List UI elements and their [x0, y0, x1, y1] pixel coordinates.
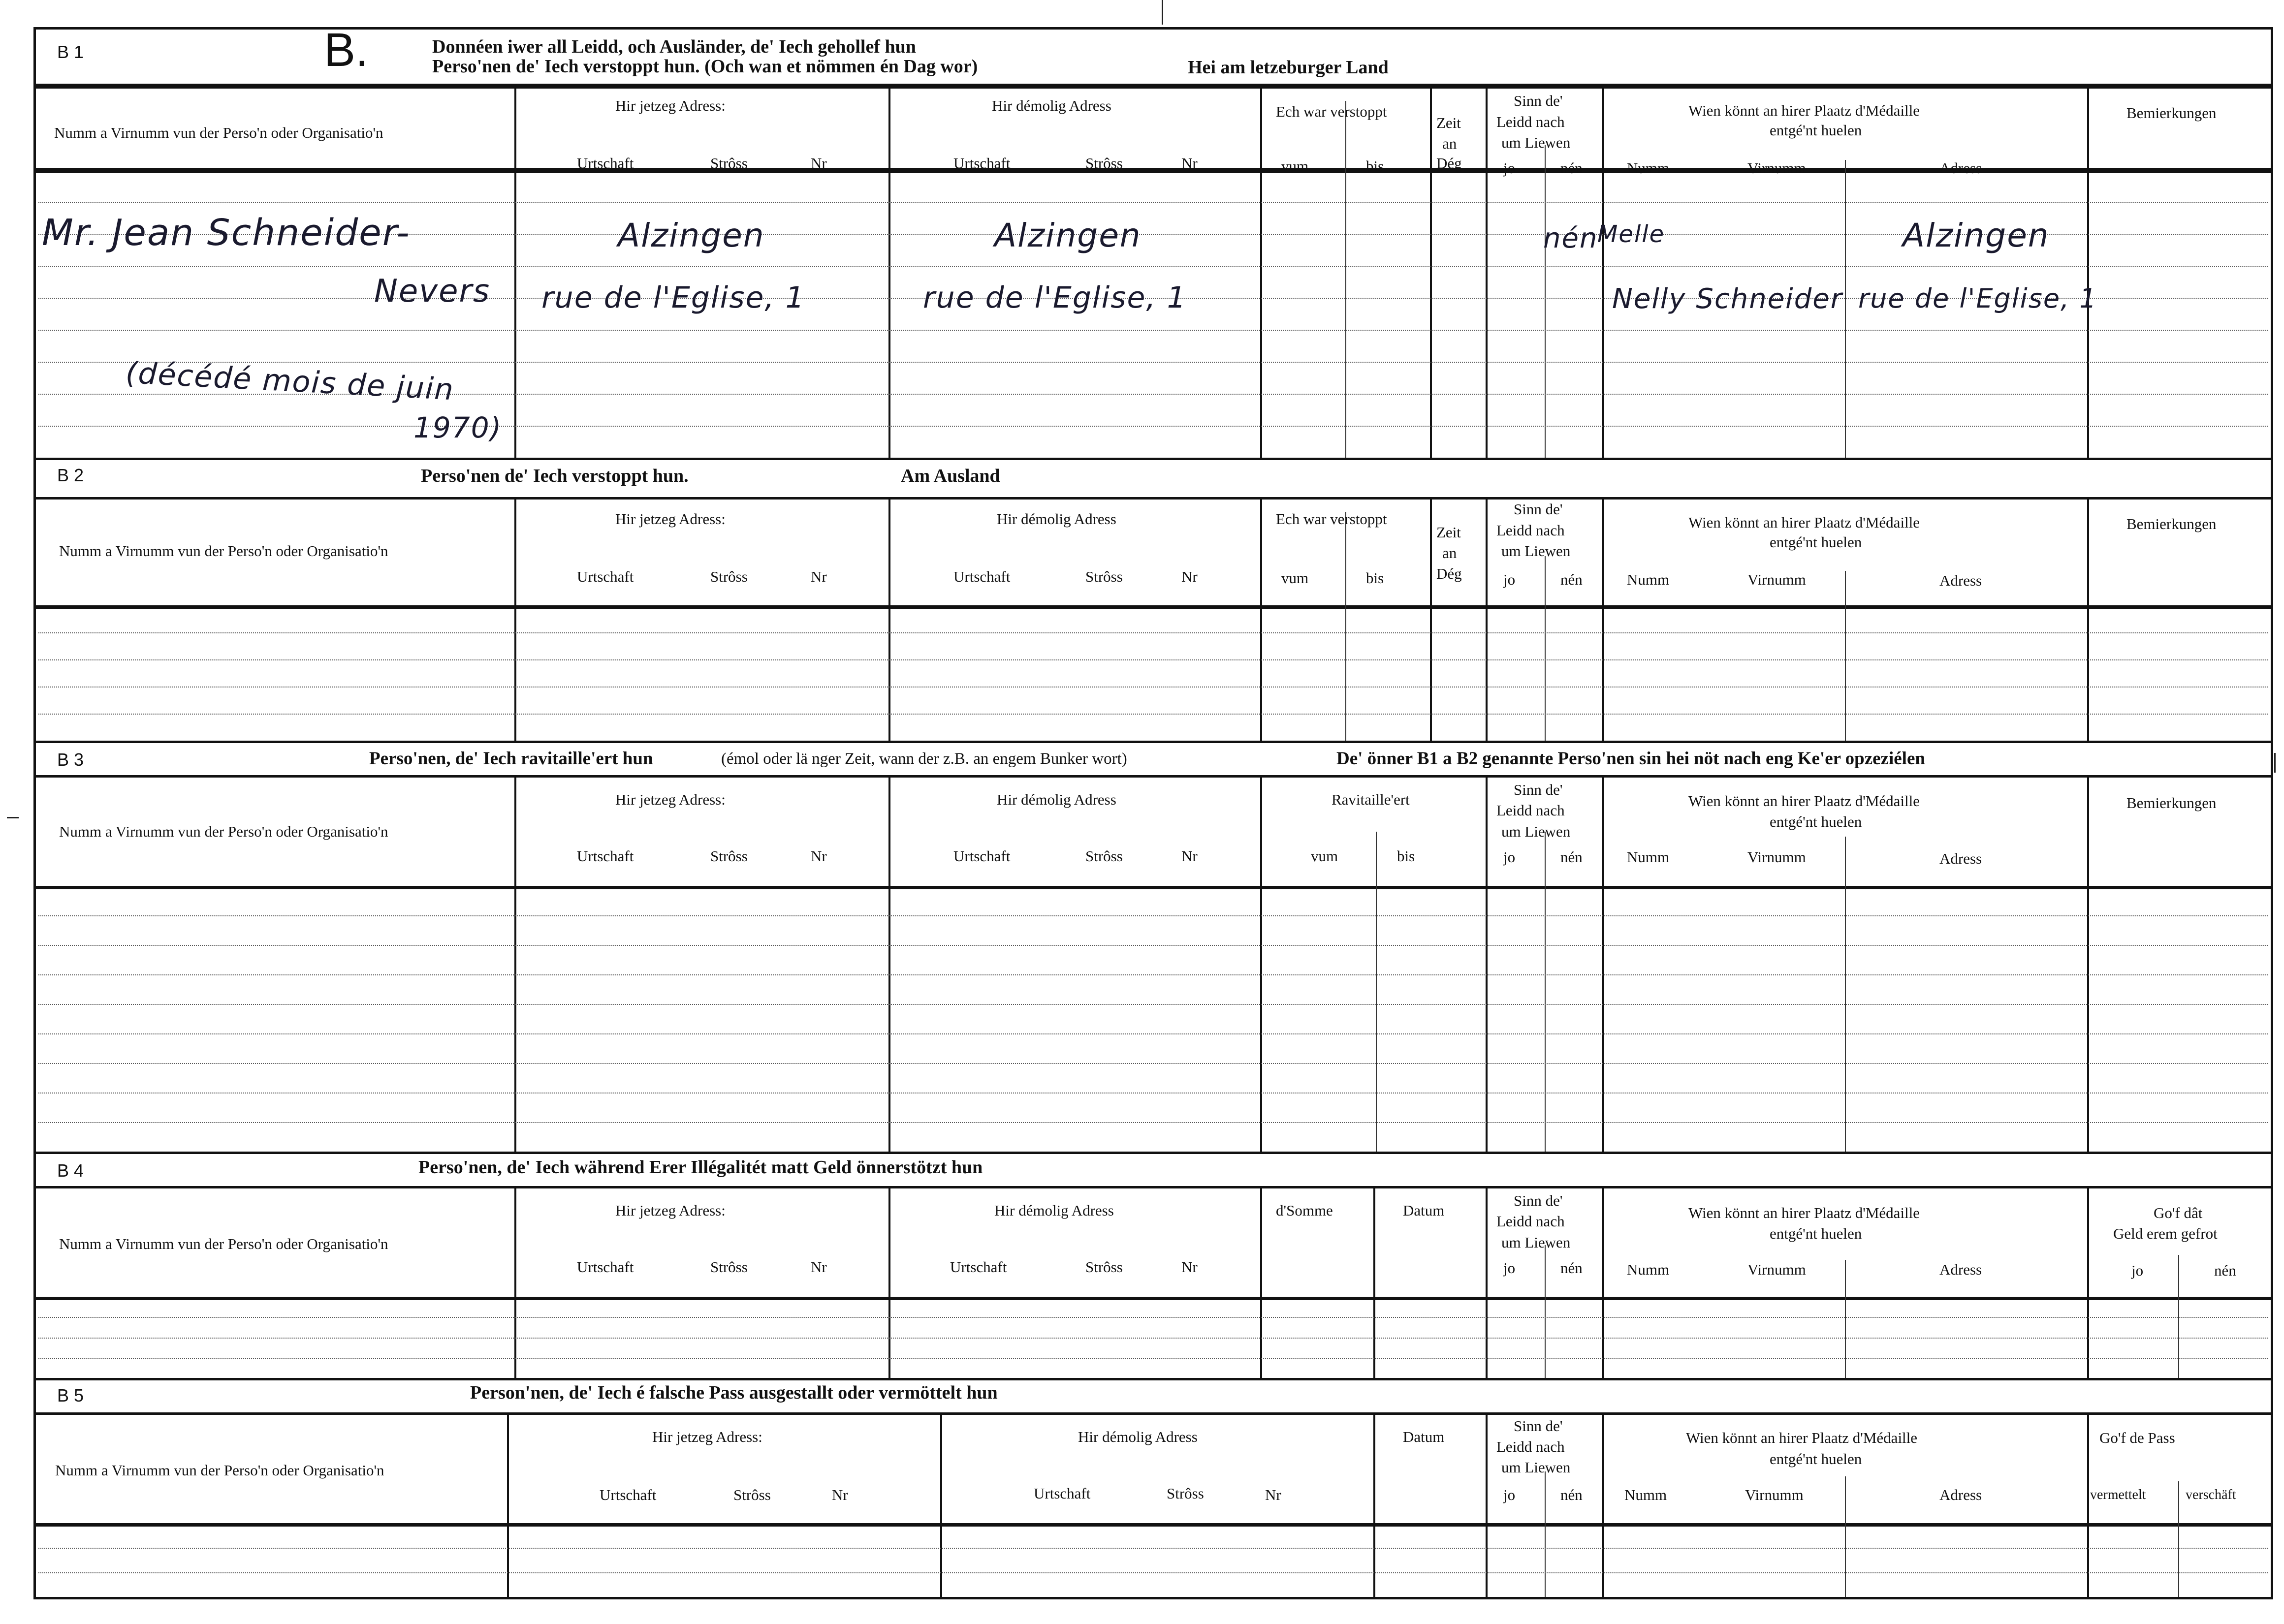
b4-vline-0: [514, 1186, 516, 1378]
b1-col-alive1: Sinn de': [1514, 92, 1563, 109]
b1-col-time2: an: [1442, 135, 1457, 152]
b4-col-current-town: Urtschaft: [577, 1258, 634, 1276]
grid-hline-2: [33, 458, 2273, 460]
b3-vline-0: [514, 775, 516, 1152]
b1-col-current-street: Strôss: [710, 155, 748, 172]
b5-col-current-street: Strôss: [733, 1486, 771, 1503]
b1-col-to: bis: [1366, 157, 1384, 175]
b5-vline-5: [2087, 1412, 2089, 1597]
section-b2-code: B 2: [57, 465, 84, 485]
b1-vline-2: [1260, 86, 1262, 458]
b4-row-line-1: [38, 1317, 2268, 1318]
b4-col-former-nr: Nr: [1181, 1258, 1198, 1276]
entry-name-line3: (décédé mois de juin: [125, 355, 455, 407]
b2-row-line-1: [38, 632, 2268, 633]
b4-col-adress: Adress: [1939, 1261, 1982, 1278]
b4-col-numm: Numm: [1627, 1261, 1670, 1278]
b1-vline-0: [514, 86, 516, 458]
b3-col-current-street: Strôss: [710, 847, 748, 865]
section-b3-title-rest: (émol oder lä nger Zeit, wann der z.B. an engem Bunker wort): [721, 750, 1127, 768]
b1-vsub-1: [1545, 145, 1546, 458]
grid-hline-0: [33, 86, 2273, 89]
b2-col-remarks: Bemierkungen: [2126, 515, 2217, 532]
b2-col-alive1: Sinn de': [1514, 500, 1563, 518]
b2-col-current-street: Strôss: [710, 568, 748, 585]
b4-vline-1: [888, 1186, 890, 1378]
entry-alive-no: nén: [1543, 222, 1598, 254]
b1-vsub-2: [1845, 160, 1846, 458]
grid-hline-5: [33, 741, 2273, 743]
b5-vline-0: [507, 1412, 509, 1597]
b4-col-money2: Geld erem gefrot: [2113, 1225, 2218, 1242]
b4-vline-2: [1260, 1186, 1262, 1378]
b4-col-current-street: Strôss: [710, 1258, 748, 1276]
grid-hline-6: [33, 775, 2273, 778]
grid-hline-10: [33, 1297, 2273, 1300]
b2-col-to: bis: [1366, 569, 1384, 587]
b1-vsub-0: [1345, 101, 1346, 458]
b3-vsub-1: [1545, 832, 1546, 1152]
b2-vline-3: [1430, 497, 1432, 741]
b3-col-adress: Adress: [1939, 850, 1982, 867]
b3-vline-3: [1486, 775, 1488, 1152]
b4-col-virnumm: Virnumm: [1747, 1261, 1806, 1278]
b4-row-line-2: [38, 1338, 2268, 1339]
b3-col-supplied: Ravitaille'ert: [1332, 791, 1410, 808]
b1-col-current-address: Hir jetzeg Adress:: [615, 97, 726, 114]
b5-vsub-0: [1545, 1471, 1546, 1597]
b1-col-adress: Adress: [1939, 159, 1982, 177]
b3-col-medal2: entgé'nt huelen: [1770, 813, 1862, 830]
b3-vsub-2: [1845, 837, 1846, 1152]
b3-row-line-5: [38, 1033, 2268, 1034]
b4-col-medal2: entgé'nt huelen: [1770, 1225, 1862, 1242]
b4-vsub-2: [2178, 1255, 2179, 1378]
b3-col-former-town: Urtschaft: [953, 847, 1011, 865]
section-b3-code: B 3: [57, 750, 84, 770]
b1-col-former-address: Hir démolig Adress: [992, 97, 1111, 114]
b4-vsub-1: [1845, 1260, 1846, 1378]
b2-col-medal1: Wien könnt an hirer Plaatz d'Médaille: [1688, 514, 1920, 531]
b3-col-alive1: Sinn de': [1514, 781, 1563, 798]
b4-col-date: Datum: [1403, 1202, 1445, 1219]
b3-col-numm: Numm: [1627, 848, 1670, 866]
b1-col-yes: jo: [1503, 159, 1516, 177]
section-b3-title: Perso'nen, de' Iech ravitaille'ert hun: [369, 749, 653, 769]
section-b3-note: De' önner B1 a B2 genannte Perso'nen sin hei nöt nach eng Ke'er opzeziélen: [1336, 749, 1925, 769]
grid-hline-3: [33, 497, 2273, 500]
b4-vline-3: [1373, 1186, 1375, 1378]
b4-col-alive3: um Liewen: [1501, 1234, 1571, 1251]
b5-col-alive2: Leidd nach: [1496, 1438, 1565, 1455]
b4-col-no2: nén: [2214, 1262, 2236, 1279]
b4-col-no: nén: [1560, 1259, 1583, 1277]
b2-row-line-2: [38, 659, 2268, 660]
b3-col-yes: jo: [1503, 848, 1516, 866]
b1-col-alive3: um Liewen: [1501, 134, 1571, 151]
b1-row-line-3: [38, 266, 2268, 267]
b3-col-former-street: Strôss: [1085, 847, 1123, 865]
b1-col-former-nr: Nr: [1181, 155, 1198, 172]
b5-col-current-nr: Nr: [832, 1486, 848, 1503]
b2-col-medal2: entgé'nt huelen: [1770, 533, 1862, 551]
entry-former-street: rue de l'Eglise, 1: [923, 281, 1187, 315]
b5-col-medal1: Wien könnt an hirer Plaatz d'Médaille: [1686, 1429, 1918, 1446]
section-b4-code: B 4: [57, 1160, 84, 1181]
b1-col-current-town: Urtschaft: [577, 155, 634, 172]
b1-vline-3: [1430, 86, 1432, 458]
b2-vsub-1: [1545, 556, 1546, 741]
grid-hline-11: [33, 1378, 2273, 1380]
b2-col-time3: Dég: [1436, 565, 1462, 582]
section-b5-title: Person'nen, de' Iech é falsche Pass ausgestallt oder vermöttelt hun: [470, 1382, 998, 1403]
b1-col-medal1: Wien könnt an hirer Plaatz d'Médaille: [1688, 102, 1920, 119]
b5-vsub-2: [2178, 1481, 2179, 1597]
b1-col-alive2: Leidd nach: [1496, 113, 1565, 130]
b4-col-alive1: Sinn de': [1514, 1192, 1563, 1209]
b1-vline-1: [888, 86, 890, 458]
b1-col-name: Numm a Virnumm vun der Perso'n oder Organisatio'n: [54, 124, 383, 141]
b5-col-former-street: Strôss: [1167, 1485, 1204, 1502]
entry-medal-town: Alzingen: [1903, 217, 2050, 254]
b2-col-adress: Adress: [1939, 572, 1982, 589]
b1-col-hidden: Ech war verstoppt: [1276, 103, 1387, 120]
b1-vline-6: [2087, 86, 2089, 458]
b2-col-current-nr: Nr: [811, 568, 827, 585]
b2-col-former-town: Urtschaft: [953, 568, 1011, 585]
b2-col-alive3: um Liewen: [1501, 542, 1571, 560]
b5-col-yes: jo: [1503, 1486, 1516, 1503]
b4-row-line-3: [38, 1358, 2268, 1359]
section-b1-title-line2: Perso'nen de' Iech verstoppt hun. (Och wan et nömmen én Dag wor): [432, 56, 978, 77]
b2-col-time1: Zeit: [1436, 524, 1461, 541]
b5-vline-3: [1486, 1412, 1488, 1597]
b5-col-issued: vermettelt: [2090, 1487, 2146, 1502]
b1-col-no: nén: [1560, 159, 1583, 177]
entry-name-line4: 1970): [413, 411, 503, 444]
b4-vline-5: [1602, 1186, 1604, 1378]
grid-hline-13: [33, 1523, 2273, 1527]
b5-vline-1: [940, 1412, 942, 1597]
b2-col-current-town: Urtschaft: [577, 568, 634, 585]
b2-vsub-0: [1345, 512, 1346, 741]
entry-former-town: Alzingen: [994, 217, 1142, 254]
b1-col-numm: Numm: [1627, 159, 1670, 177]
b4-col-yes2: jo: [2131, 1262, 2144, 1279]
section-b1-title-suffix: Hei am letzeburger Land: [1188, 57, 1389, 78]
b3-col-alive3: um Liewen: [1501, 823, 1571, 840]
b3-col-from: vum: [1311, 847, 1338, 865]
section-b2-subtitle: Am Ausland: [901, 466, 1000, 486]
b1-col-remarks: Bemierkungen: [2126, 104, 2217, 122]
section-b1-title-bar: [33, 27, 2273, 86]
b1-vline-4: [1486, 86, 1488, 458]
b2-col-virnumm: Virnumm: [1747, 571, 1806, 588]
b3-col-to: bis: [1397, 847, 1415, 865]
grid-hline-8: [33, 1152, 2273, 1154]
b1-row-line-6: [38, 362, 2268, 363]
b4-col-current-address: Hir jetzeg Adress:: [615, 1202, 726, 1219]
b5-col-pass: Go'f de Pass: [2099, 1429, 2175, 1446]
b1-col-virnumm: Virnumm: [1747, 159, 1806, 177]
b3-col-current-address: Hir jetzeg Adress:: [615, 791, 726, 808]
b5-col-name: Numm a Virnumm vun der Perso'n oder Organisatio'n: [55, 1462, 384, 1479]
b1-col-current-nr: Nr: [811, 155, 827, 172]
b3-vline-2: [1260, 775, 1262, 1152]
b2-vsub-2: [1845, 571, 1846, 741]
b3-row-line-4: [38, 1004, 2268, 1005]
section-b4-title: Perso'nen, de' Iech während Erer Illégalitét matt Geld önnerstötzt hun: [418, 1157, 983, 1178]
b4-col-yes: jo: [1503, 1259, 1516, 1277]
b5-col-alive1: Sinn de': [1514, 1417, 1563, 1435]
b3-col-alive2: Leidd nach: [1496, 802, 1565, 819]
b2-col-from: vum: [1281, 569, 1309, 587]
b2-col-time2: an: [1442, 544, 1457, 562]
entry-current-street: rue de l'Eglise, 1: [541, 281, 805, 315]
b1-row-line-5: [38, 330, 2268, 331]
entry-medal-name: Nelly Schneider: [1612, 283, 1843, 315]
b3-row-line-1: [38, 915, 2268, 916]
b4-vline-6: [2087, 1186, 2089, 1378]
b2-vline-5: [1602, 497, 1604, 741]
grid-hline-4: [33, 605, 2273, 609]
b2-col-alive2: Leidd nach: [1496, 522, 1565, 539]
b2-row-line-4: [38, 714, 2268, 715]
grid-hline-7: [33, 886, 2273, 889]
b4-col-former-street: Strôss: [1085, 1258, 1123, 1276]
b5-col-former-address: Hir démolig Adress: [1078, 1428, 1198, 1445]
grid-hline-1: [33, 170, 2273, 173]
entry-medal-street: rue de l'Eglise, 1: [1858, 283, 2097, 314]
b5-col-current-address: Hir jetzeg Adress:: [652, 1428, 762, 1445]
b1-col-former-town: Urtschaft: [953, 155, 1011, 172]
b5-vline-2: [1373, 1412, 1375, 1597]
b3-col-no: nén: [1560, 848, 1583, 866]
b5-col-no: nén: [1560, 1486, 1583, 1503]
b1-col-time1: Zeit: [1436, 114, 1461, 131]
b5-row-line-1: [38, 1548, 2268, 1549]
b2-col-name: Numm a Virnumm vun der Perso'n oder Organisatio'n: [59, 542, 388, 560]
b4-vline-4: [1486, 1186, 1488, 1378]
section-b1-title-line1: Donnéen iwer all Leidd, och Ausländer, de' Iech gehollef hun: [432, 36, 916, 57]
b4-col-medal1: Wien könnt an hirer Plaatz d'Médaille: [1688, 1204, 1920, 1221]
b5-col-virnumm: Virnumm: [1745, 1486, 1804, 1503]
section-letter: B.: [324, 24, 369, 76]
b4-col-name: Numm a Virnumm vun der Perso'n oder Organisatio'n: [59, 1235, 388, 1252]
b3-col-name: Numm a Virnumm vun der Perso'n oder Organisatio'n: [59, 823, 388, 840]
b2-vline-6: [2087, 497, 2089, 741]
section-b5-code: B 5: [57, 1385, 84, 1405]
b3-col-current-nr: Nr: [811, 847, 827, 865]
b2-col-former-nr: Nr: [1181, 568, 1198, 585]
b5-vsub-1: [1845, 1476, 1846, 1597]
b3-row-line-6: [38, 1063, 2268, 1064]
b1-col-time3: Dég: [1436, 155, 1462, 172]
b1-col-from: vum: [1281, 157, 1309, 175]
b1-vline-5: [1602, 86, 1604, 458]
b4-col-former-address: Hir démolig Adress: [994, 1202, 1114, 1219]
b1-col-former-street: Strôss: [1085, 155, 1123, 172]
section-b2-title: Perso'nen de' Iech verstoppt hun.: [421, 466, 689, 486]
b2-col-current-address: Hir jetzeg Adress:: [615, 510, 726, 528]
b2-col-former-address: Hir démolig Adress: [997, 510, 1116, 528]
b2-vline-2: [1260, 497, 1262, 741]
b4-col-money1: Go'f dât: [2154, 1204, 2203, 1221]
b5-col-date: Datum: [1403, 1428, 1445, 1445]
b4-col-former-town: Urtschaft: [950, 1258, 1007, 1276]
b5-col-medal2: entgé'nt huelen: [1770, 1450, 1862, 1468]
b5-col-adress: Adress: [1939, 1486, 1982, 1503]
b4-col-sum: d'Somme: [1276, 1202, 1333, 1219]
b5-vline-4: [1602, 1412, 1604, 1597]
b5-col-numm: Numm: [1624, 1486, 1667, 1503]
b5-col-current-town: Urtschaft: [600, 1486, 657, 1503]
b3-vline-1: [888, 775, 890, 1152]
b1-top-line: [33, 27, 2273, 30]
scan-mark-left: [7, 817, 19, 818]
b2-col-hidden: Ech war verstoppt: [1276, 510, 1387, 528]
b2-vline-0: [514, 497, 516, 741]
grid-hline-9: [33, 1186, 2273, 1188]
b3-vline-5: [2087, 775, 2089, 1152]
b3-col-former-nr: Nr: [1181, 847, 1198, 865]
b3-col-former-address: Hir démolig Adress: [997, 791, 1116, 808]
b4-col-current-nr: Nr: [811, 1258, 827, 1276]
b3-vline-4: [1602, 775, 1604, 1152]
b1-row-line-1: [38, 202, 2268, 203]
b5-row-line-2: [38, 1572, 2268, 1573]
b3-row-line-2: [38, 945, 2268, 946]
b5-col-sold: verschäft: [2186, 1487, 2236, 1502]
b2-col-numm: Numm: [1627, 571, 1670, 588]
b5-col-alive3: um Liewen: [1501, 1459, 1571, 1476]
section-b1-code: B 1: [57, 42, 84, 62]
b3-col-virnumm: Virnumm: [1747, 848, 1806, 866]
scan-mark-top: [1162, 0, 1163, 25]
b2-vline-1: [888, 497, 890, 741]
entry-name-line1: Mr. Jean Schneider-: [42, 212, 411, 254]
b1-col-medal2: entgé'nt huelen: [1770, 122, 1862, 139]
b2-col-no: nén: [1560, 571, 1583, 588]
b2-col-yes: jo: [1503, 571, 1516, 588]
b1-row-line-8: [38, 426, 2268, 427]
scan-mark-right: [2274, 753, 2276, 773]
b2-vline-4: [1486, 497, 1488, 741]
b3-row-line-3: [38, 974, 2268, 975]
grid-hline-12: [33, 1412, 2273, 1415]
b2-col-former-street: Strôss: [1085, 568, 1123, 585]
b3-col-medal1: Wien könnt an hirer Plaatz d'Médaille: [1688, 792, 1920, 810]
b5-col-former-town: Urtschaft: [1034, 1485, 1091, 1502]
b4-col-alive2: Leidd nach: [1496, 1213, 1565, 1230]
entry-medal-title: Melle: [1597, 220, 1665, 248]
b3-col-current-town: Urtschaft: [577, 847, 634, 865]
entry-current-town: Alzingen: [618, 217, 765, 254]
b3-vsub-0: [1376, 832, 1377, 1152]
b3-row-line-8: [38, 1122, 2268, 1123]
b3-col-remarks: Bemierkungen: [2126, 794, 2217, 812]
entry-name-line2: Nevers: [374, 273, 491, 310]
b5-col-former-nr: Nr: [1265, 1486, 1281, 1503]
